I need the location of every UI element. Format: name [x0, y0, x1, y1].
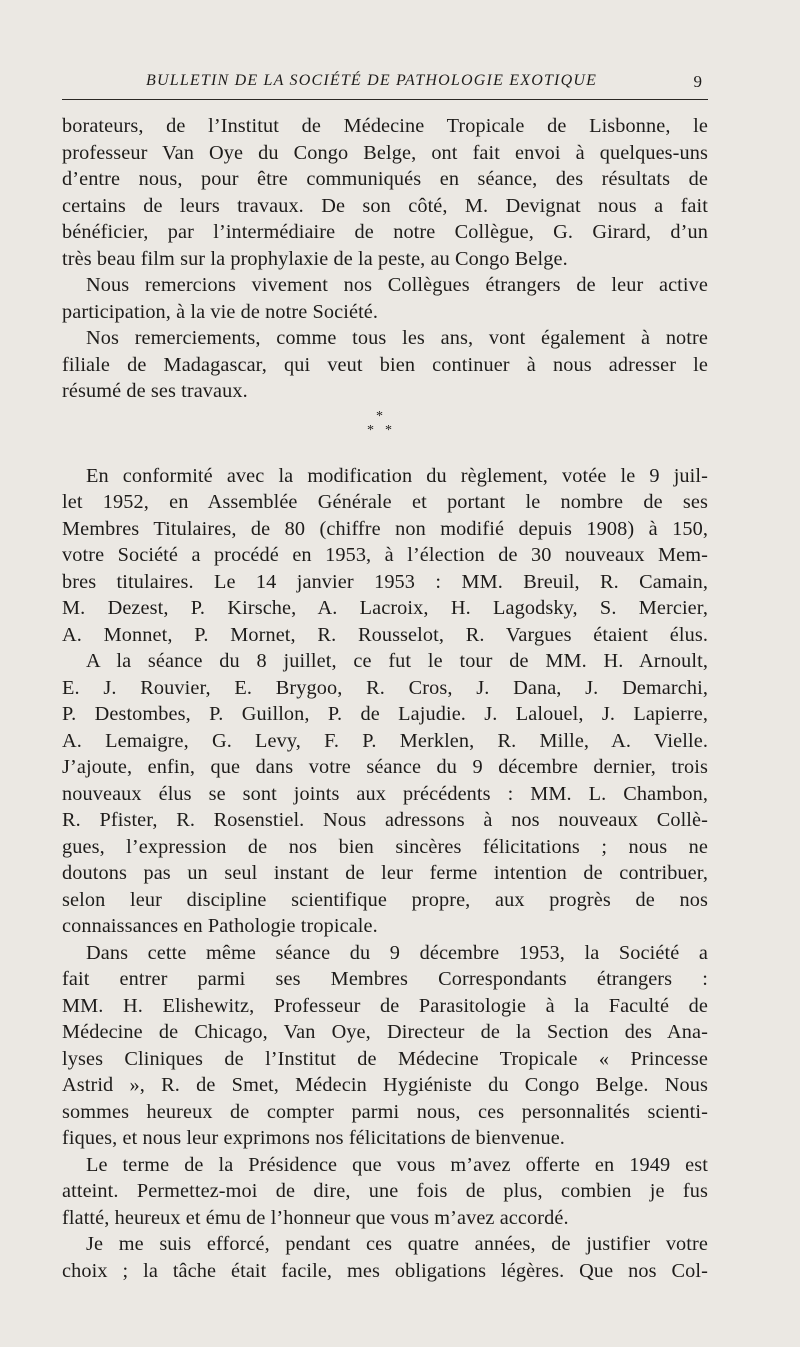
text-line: bres titulaires. Le 14 janvier 1953 : MM. Breuil, R. Camain,: [62, 570, 708, 593]
text-line: R. Pfister, R. Rosenstiel. Nous adressons à nos nouveaux Collè-: [62, 809, 708, 831]
text-line: M. Dezest, P. Kirsche, A. Lacroix, H. Lagodsky, S. Mercier,: [62, 597, 708, 619]
asterism-star: *: [385, 422, 393, 438]
text-line: sommes heureux de compter parmi nous, ces personnalités scienti-: [62, 1100, 708, 1123]
text-line: filiale de Madagascar, qui veut bien continuer à nous adresser le: [62, 353, 708, 376]
text-line: Médecine de Chicago, Van Oye, Directeur de la Section des Ana-: [62, 1021, 708, 1043]
text-line: gues, l’expression de nos bien sincères félicitations ; nous ne: [62, 835, 708, 858]
text-line: Je me suis efforcé, pendant ces quatre années, de justifier votre: [86, 1233, 708, 1255]
text-line: Membres Titulaires, de 80 (chiffre non modifié depuis 1908) à 150,: [62, 517, 708, 540]
text-line: d’entre nous, pour être communiqués en séance, des résultats de: [62, 168, 708, 190]
text-line: certains de leurs travaux. De son côté, M. Devignat nous a fait: [62, 194, 708, 217]
text-line: bénéficier, par l’intermédiaire de notre Collègue, G. Girard, d’un: [62, 221, 708, 243]
page-number: 9: [693, 72, 702, 91]
text-line: Nos remerciements, comme tous les ans, vont également à notre: [86, 327, 708, 349]
body-text: [62, 113, 708, 1284]
paragraph-7: [62, 1152, 708, 1232]
text-line: En conformité avec la modification du règlement, votée le 9 juil-: [86, 464, 708, 487]
asterism-star: *: [367, 422, 375, 438]
text-line: A la séance du 8 juillet, ce fut le tour de MM. H. Arnoult,: [86, 650, 708, 672]
paragraph-1: [62, 113, 708, 272]
text-line: Nous remercions vivement nos Collègues étrangers de leur active: [86, 274, 708, 296]
text-line: A. Lemaigre, G. Levy, F. P. Merklen, R. Mille, A. Vielle.: [62, 729, 708, 752]
text-line: Astrid », R. de Smet, Médecin Hygiéniste du Congo Belge. Nous: [62, 1074, 708, 1096]
paragraph-4: [62, 463, 708, 649]
text-line: votre Société a procédé en 1953, à l’élection de 30 nouveaux Mem-: [62, 544, 708, 566]
paragraph-5: [62, 648, 708, 940]
text-line: fiques, et nous leur exprimons nos félicitations de bienvenue.: [62, 1127, 565, 1149]
text-line: fait entrer parmi ses Membres Correspondants étrangers :: [62, 968, 708, 990]
text-line: très beau film sur la prophylaxie de la peste, au Congo Belge.: [62, 247, 568, 270]
text-line: flatté, heureux et ému de l’honneur que vous m’avez accordé.: [62, 1206, 569, 1229]
text-line: P. Destombes, P. Guillon, P. de Lajudie. J. Lalouel, J. Lapierre,: [62, 703, 708, 725]
text-line: let 1952, en Assemblée Générale et portant le nombre de ses: [62, 491, 708, 513]
text-line: J’ajoute, enfin, que dans votre séance du 9 décembre dernier, trois: [62, 756, 708, 778]
text-line: doutons pas un seul instant de leur ferme intention de contribuer,: [62, 862, 708, 884]
text-line: borateurs, de l’Institut de Médecine Tropicale de Lisbonne, le: [62, 115, 708, 137]
text-line: atteint. Permettez-moi de dire, une fois de plus, combien je fus: [62, 1180, 708, 1202]
text-line: connaissances en Pathologie tropicale.: [62, 915, 378, 937]
asterism-star: *: [376, 408, 384, 424]
running-title: BULLETIN DE LA SOCIÉTÉ DE PATHOLOGIE EXOTIQUE: [146, 72, 598, 89]
text-line: MM. H. Elishewitz, Professeur de Parasitologie à la Faculté de: [62, 994, 708, 1017]
text-line: professeur Van Oye du Congo Belge, ont fait envoi à quelques-uns: [62, 141, 708, 164]
paragraph-6: [62, 940, 708, 1152]
text-line: résumé de ses travaux.: [62, 380, 248, 402]
text-line: A. Monnet, P. Mornet, R. Rousselot, R. Vargues étaient élus.: [62, 623, 708, 646]
paragraph-8: [62, 1231, 708, 1284]
text-line: Le terme de la Présidence que vous m’avez offerte en 1949 est: [86, 1153, 708, 1176]
header-rule: [62, 99, 708, 100]
text-line: selon leur discipline scientifique propre, aux progrès de nos: [62, 888, 708, 911]
running-header: [62, 70, 708, 100]
text-line: lyses Cliniques de l’Institut de Médecine Tropicale « Princesse: [62, 1047, 708, 1070]
paragraph-2: [62, 272, 708, 325]
text-line: E. J. Rouvier, E. Brygoo, R. Cros, J. Dana, J. Demarchi,: [62, 676, 708, 699]
paragraph-3: [62, 325, 708, 405]
text-line: choix ; la tâche était facile, mes obligations légères. Que nos Col-: [62, 1259, 708, 1282]
text-line: Dans cette même séance du 9 décembre 1953, la Société a: [86, 941, 708, 964]
text-line: participation, à la vie de notre Société.: [62, 300, 379, 323]
asterism-separator: [62, 405, 708, 463]
text-line: nouveaux élus se sont joints aux précédents : MM. L. Chambon,: [62, 782, 708, 805]
